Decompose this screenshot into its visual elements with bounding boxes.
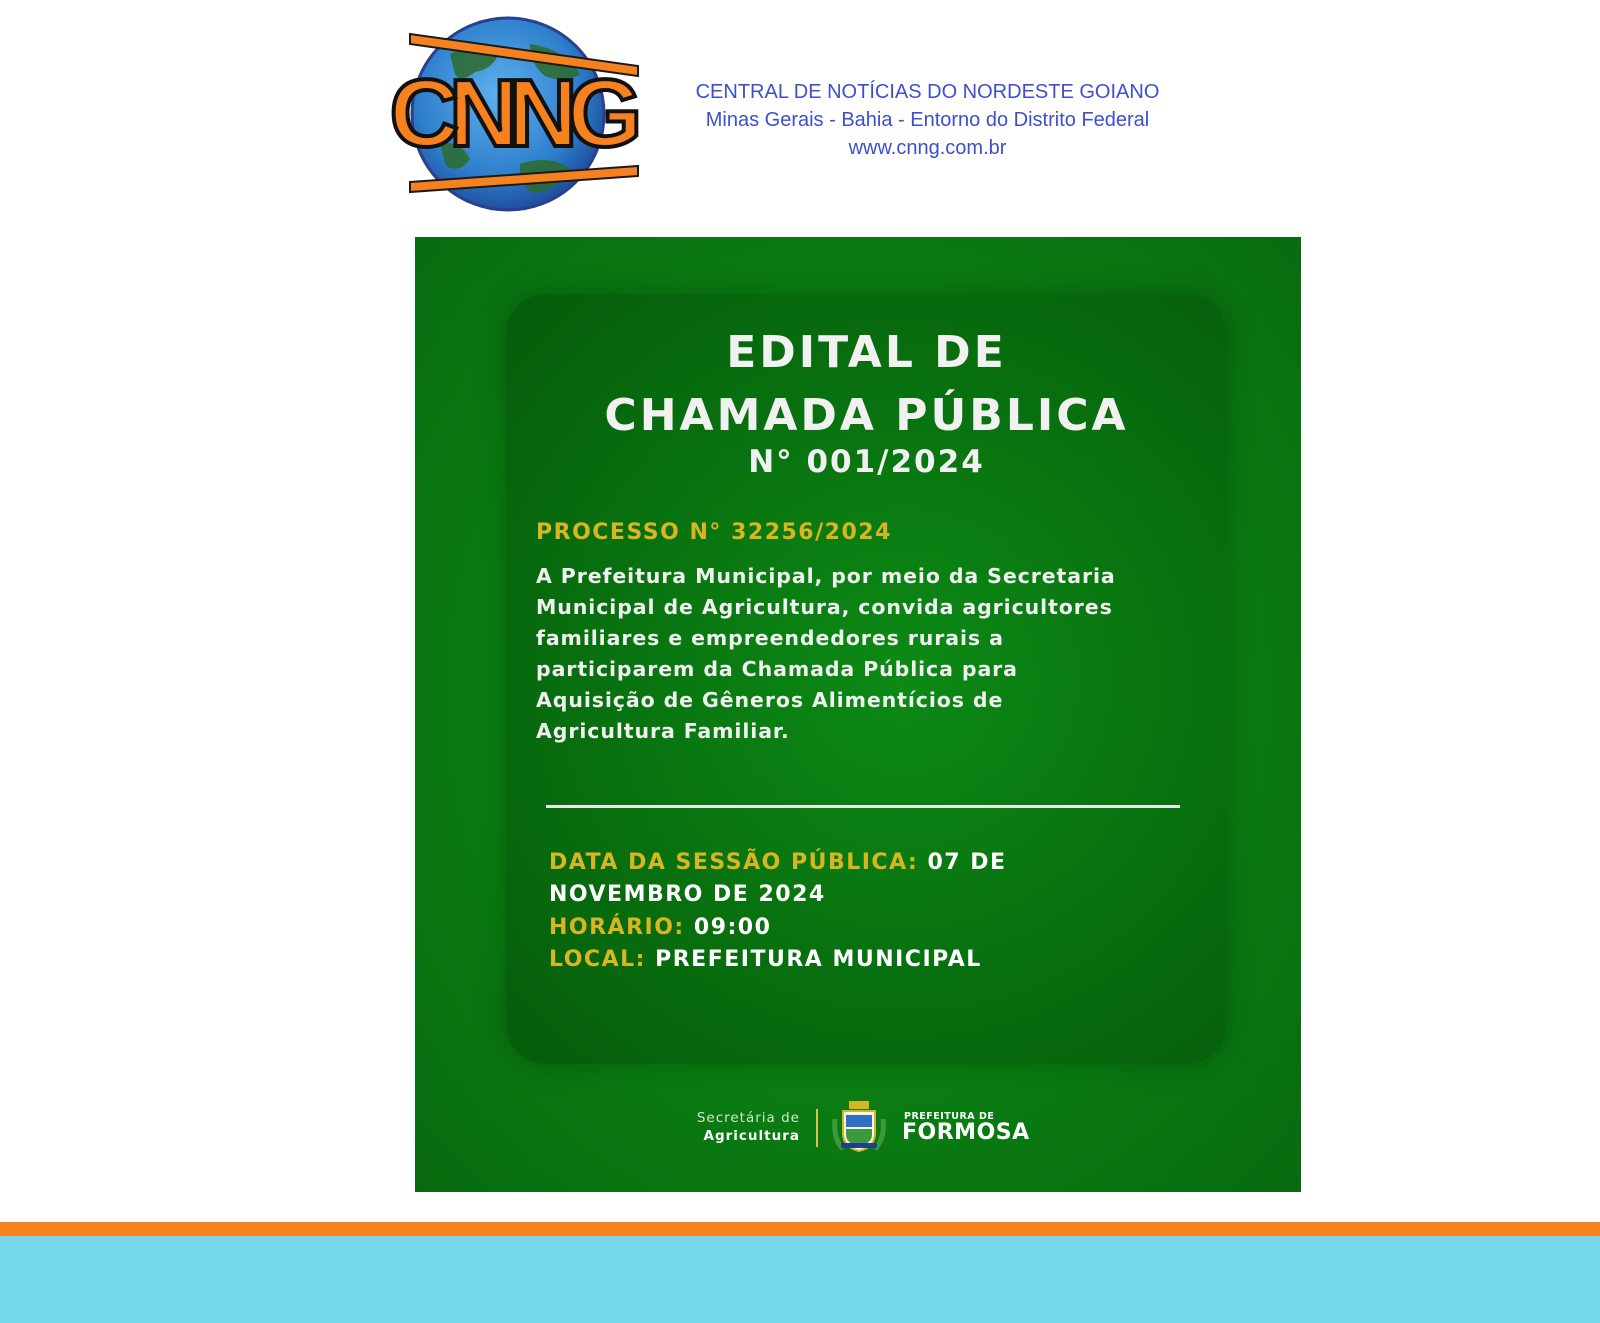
logo-separator: [816, 1109, 818, 1147]
body-line: Agricultura Familiar.: [536, 719, 790, 743]
session-place-value: PREFEITURA MUNICIPAL: [655, 947, 982, 972]
edital-poster: [415, 237, 1301, 1192]
session-time-value: 09:00: [693, 915, 772, 940]
session-date: [549, 850, 1007, 875]
poster-title-number: N° 001/2024: [748, 444, 985, 480]
session-date-value-part2: NOVEMBRO DE 2024: [549, 882, 826, 907]
body-line: Municipal de Agricultura, convida agricultores: [536, 595, 1113, 619]
body-line: participarem da Chamada Pública para: [536, 657, 1018, 681]
session-time: [549, 915, 771, 940]
session-date-label: DATA DA SESSÃO PÚBLICA:: [549, 850, 919, 875]
cnng-logo-text: CNNG: [389, 60, 633, 167]
body-line: A Prefeitura Municipal, por meio da Secretaria: [536, 564, 1116, 588]
divider-line: [546, 805, 1180, 808]
cnng-logo: [380, 14, 642, 214]
poster-title-line1: EDITAL DE: [726, 327, 1007, 378]
secretaria-line1: Secretária de: [696, 1110, 800, 1126]
body-line: Aquisição de Gêneros Alimentícios de: [536, 688, 1004, 712]
site-header: [660, 78, 1195, 162]
blue-footer-band: [0, 1236, 1600, 1323]
session-time-label: HORÁRIO:: [549, 915, 685, 940]
site-region: Minas Gerais - Bahia - Entorno do Distrito Federal: [705, 109, 1150, 131]
poster-body: [536, 561, 1216, 747]
body-line: familiares e empreendedores rurais a: [536, 626, 1004, 650]
session-date-continued: [549, 882, 826, 907]
formosa-crest-icon: [829, 1099, 889, 1155]
secretaria-logo: [670, 1109, 800, 1145]
prefeitura-label: PREFEITURA DE: [904, 1111, 995, 1122]
session-date-value-part1: 07 DE: [927, 850, 1007, 875]
site-url[interactable]: www.cnng.com.br: [848, 137, 1007, 159]
site-name: CENTRAL DE NOTÍCIAS DO NORDESTE GOIANO: [695, 81, 1160, 103]
orange-footer-bar: [0, 1222, 1600, 1236]
session-place-label: LOCAL:: [549, 947, 646, 972]
processo-number: PROCESSO N° 32256/2024: [536, 520, 892, 545]
secretaria-line2: Agricultura: [703, 1128, 800, 1144]
formosa-label: FORMOSA: [902, 1120, 1030, 1145]
poster-panel: [506, 294, 1227, 1064]
poster-title-line2: CHAMADA PÚBLICA: [604, 390, 1129, 441]
session-place: [549, 947, 982, 972]
